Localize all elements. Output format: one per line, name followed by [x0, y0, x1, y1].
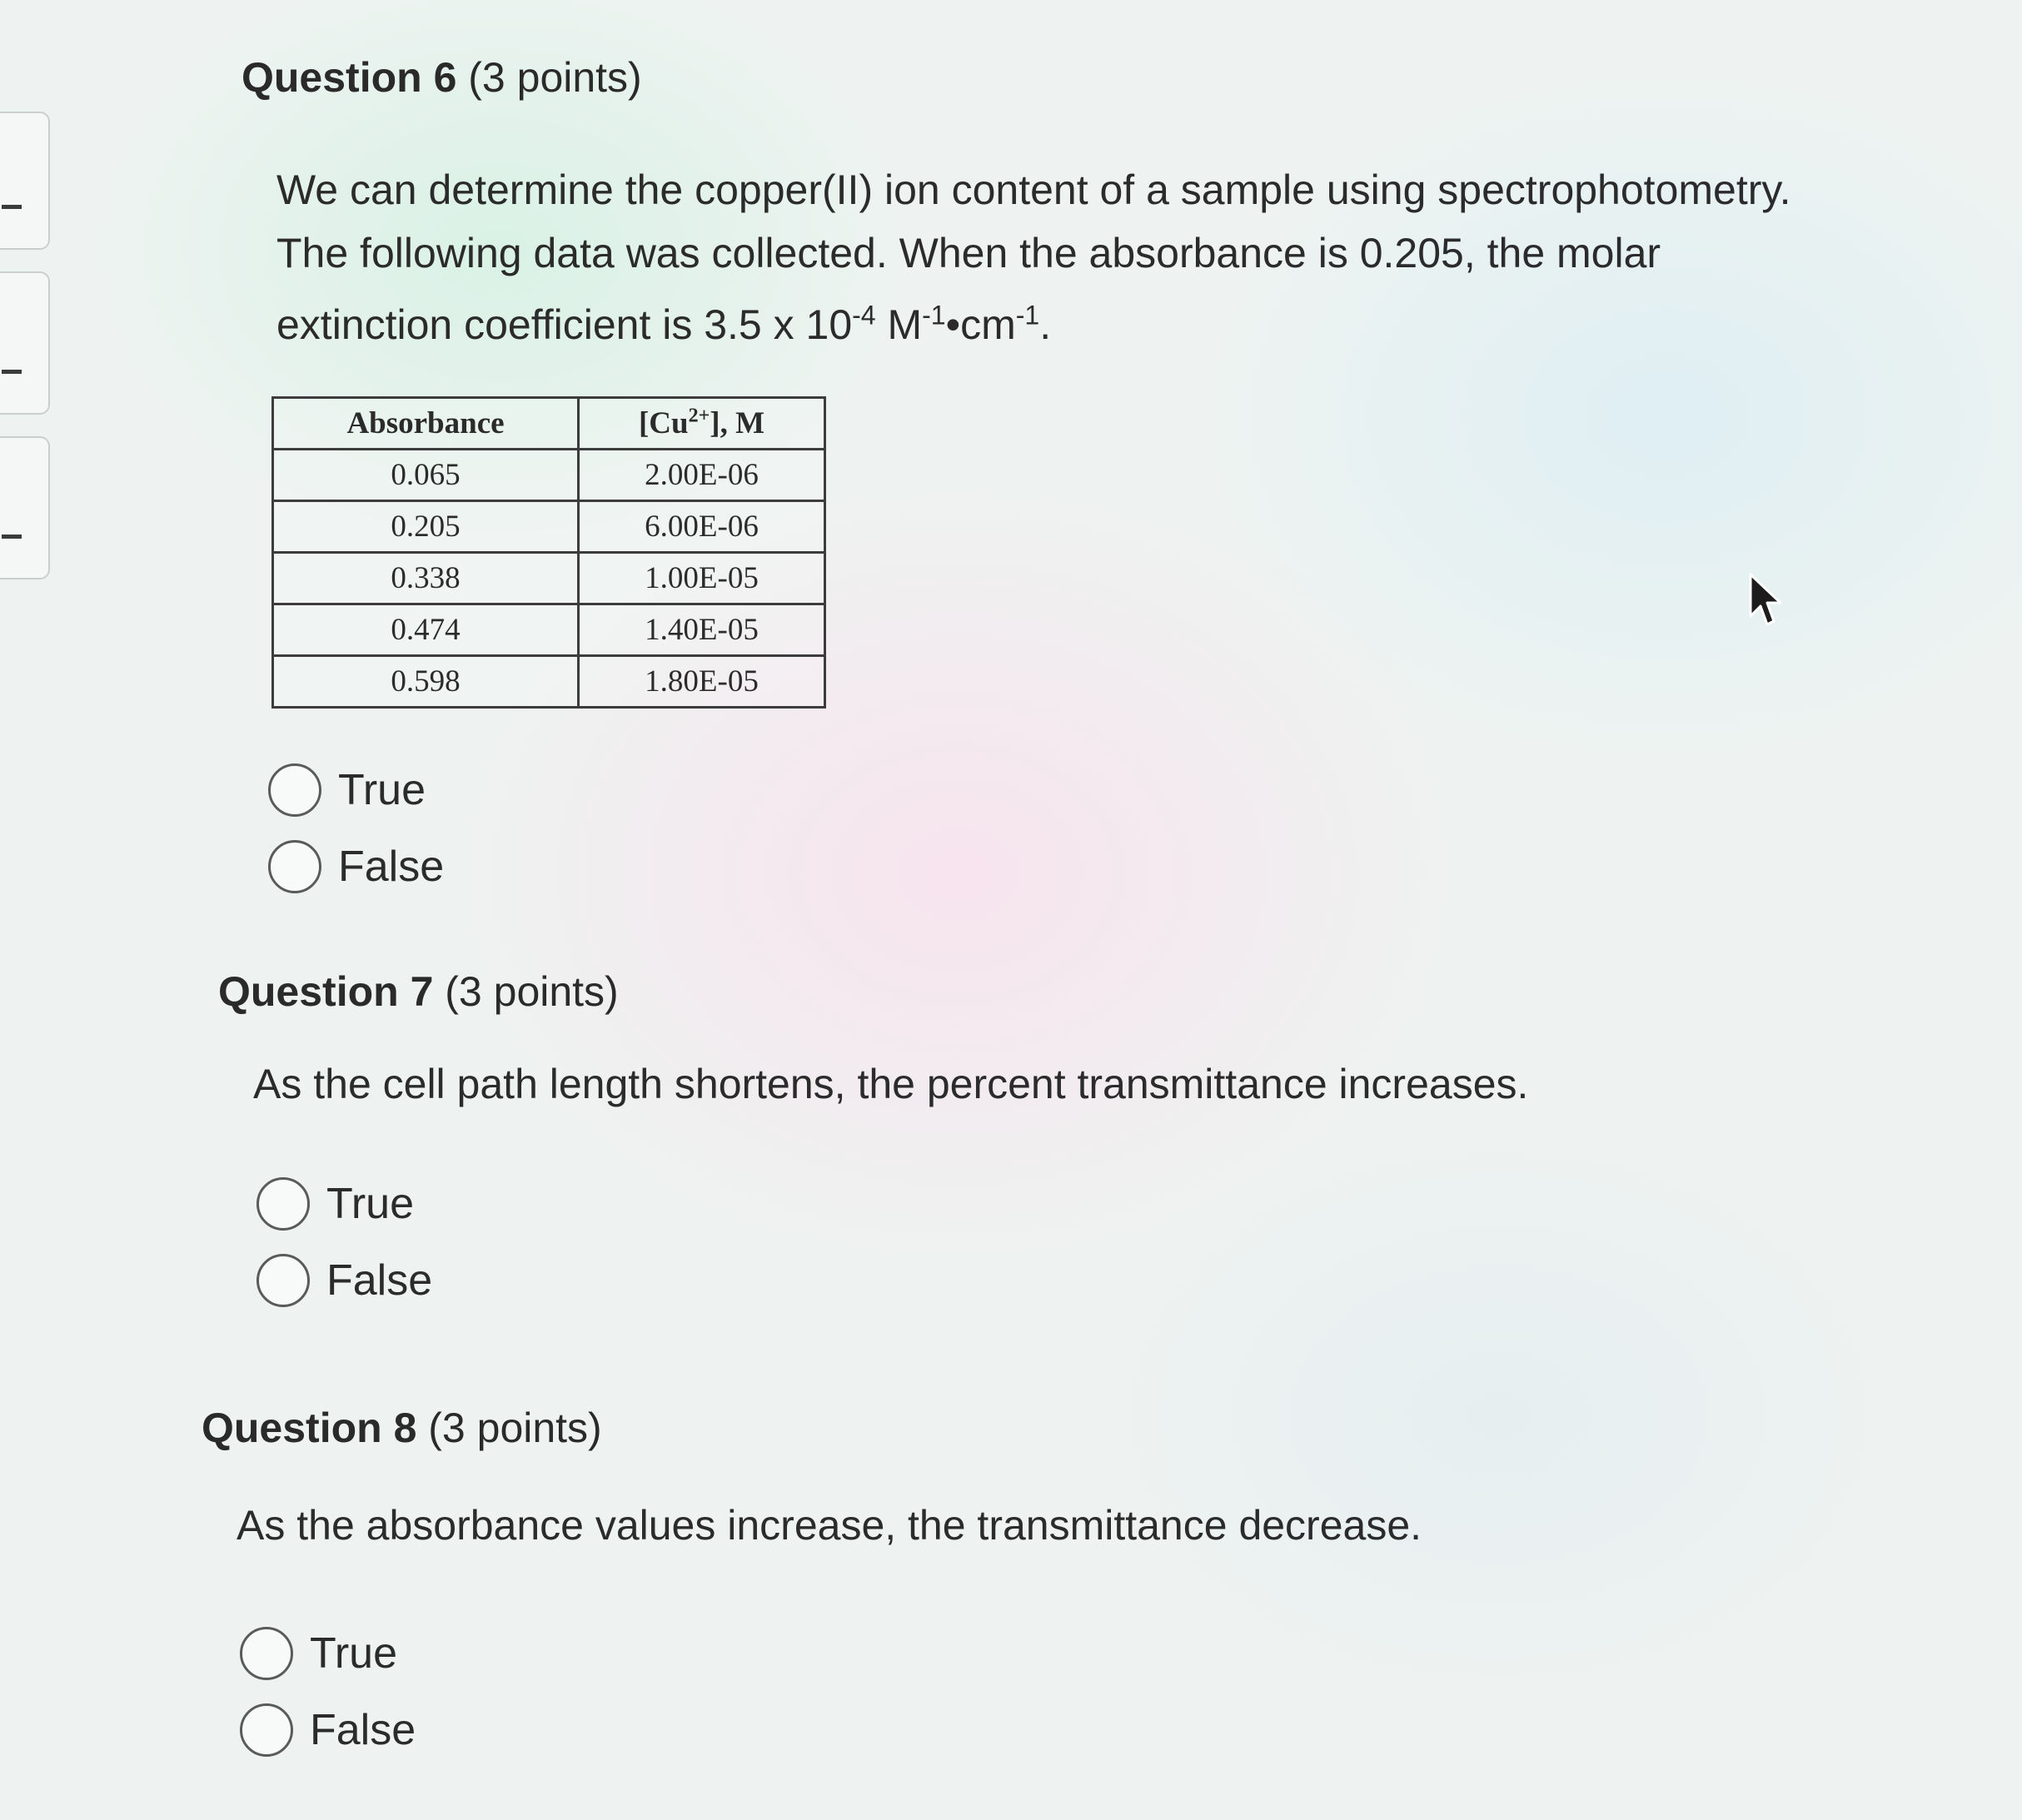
sidebar-item-status-dash: [2, 205, 22, 209]
question-text-line: [276, 293, 1907, 356]
absorbance-cell: 0.205: [273, 501, 579, 553]
question-text: As the cell path length shortens, the percent transmittance increases.: [253, 1061, 1529, 1107]
absorbance-data-table: [271, 396, 826, 709]
text-segment: extinction coefficient is 3.5 x 10: [276, 301, 853, 348]
option-true[interactable]: [256, 1166, 1925, 1242]
radio-button-icon[interactable]: [240, 1703, 293, 1757]
option-true[interactable]: [240, 1615, 1909, 1692]
question-text: As the absorbance values increase, the transmittance decrease.: [237, 1502, 1422, 1549]
question-points: (3 points): [445, 968, 619, 1015]
header-text: ], M: [710, 406, 765, 440]
question-text: [276, 158, 1907, 356]
answer-options: [240, 1615, 1909, 1768]
table-row: [273, 501, 825, 553]
sidebar-item-status-dash: [2, 535, 22, 539]
answer-options: [256, 1166, 1925, 1319]
option-label: False: [326, 1256, 433, 1305]
radio-button-icon[interactable]: [240, 1627, 293, 1680]
sidebar-question-nav-item[interactable]: [0, 436, 50, 579]
sidebar-question-nav-item[interactable]: [0, 271, 50, 415]
question-title: [202, 1404, 1909, 1452]
exponent: -4: [852, 300, 876, 331]
question-8: [202, 1404, 1909, 1768]
question-label: Question 7: [218, 968, 434, 1015]
radio-button-icon[interactable]: [268, 840, 321, 893]
option-label: False: [338, 843, 445, 891]
option-false[interactable]: [256, 1242, 1925, 1319]
option-label: True: [310, 1629, 397, 1678]
question-text-line: The following data was collected. When the absorbance is 0.205, the molar: [276, 230, 1661, 276]
mouse-pointer-icon: [1749, 573, 1787, 629]
table-header-concentration: [579, 398, 825, 450]
sidebar-question-nav-item[interactable]: [0, 112, 50, 250]
option-false[interactable]: [268, 828, 1907, 905]
question-text-line: We can determine the copper(II) ion content of a sample using spectrophotometry.: [276, 167, 1791, 213]
absorbance-cell: 0.598: [273, 656, 579, 708]
table-row: [273, 450, 825, 501]
concentration-cell: 1.00E-05: [579, 553, 825, 604]
header-superscript: 2+: [688, 405, 710, 427]
question-label: Question 8: [202, 1405, 417, 1451]
exponent: -1: [1015, 300, 1040, 331]
concentration-cell: 2.00E-06: [579, 450, 825, 501]
question-6: [242, 53, 1907, 905]
concentration-cell: 6.00E-06: [579, 501, 825, 553]
table-row: [273, 656, 825, 708]
question-points: (3 points): [468, 54, 642, 101]
exponent: -1: [922, 300, 946, 331]
text-segment: •cm: [945, 301, 1016, 348]
question-label: Question 6: [242, 54, 457, 101]
concentration-cell: 1.40E-05: [579, 604, 825, 656]
header-text: [Cu: [638, 406, 689, 440]
table-row: [273, 604, 825, 656]
question-title: [242, 53, 1907, 102]
radio-button-icon[interactable]: [256, 1254, 310, 1307]
option-false[interactable]: [240, 1692, 1909, 1768]
answer-options: [268, 752, 1907, 905]
radio-button-icon[interactable]: [256, 1177, 310, 1231]
table-row: [273, 553, 825, 604]
radio-button-icon[interactable]: [268, 763, 321, 817]
question-title: [218, 967, 1925, 1016]
absorbance-cell: 0.474: [273, 604, 579, 656]
absorbance-cell: 0.338: [273, 553, 579, 604]
text-segment: .: [1039, 301, 1052, 348]
option-label: False: [310, 1706, 416, 1754]
table-header-row: [273, 398, 825, 450]
concentration-cell: 1.80E-05: [579, 656, 825, 708]
option-label: True: [338, 766, 426, 814]
sidebar-item-status-dash: [2, 370, 22, 374]
absorbance-cell: 0.065: [273, 450, 579, 501]
question-points: (3 points): [428, 1405, 602, 1451]
question-7: [218, 967, 1925, 1319]
option-true[interactable]: [268, 752, 1907, 828]
table-header-absorbance: Absorbance: [273, 398, 579, 450]
option-label: True: [326, 1180, 414, 1228]
text-segment: M: [875, 301, 923, 348]
